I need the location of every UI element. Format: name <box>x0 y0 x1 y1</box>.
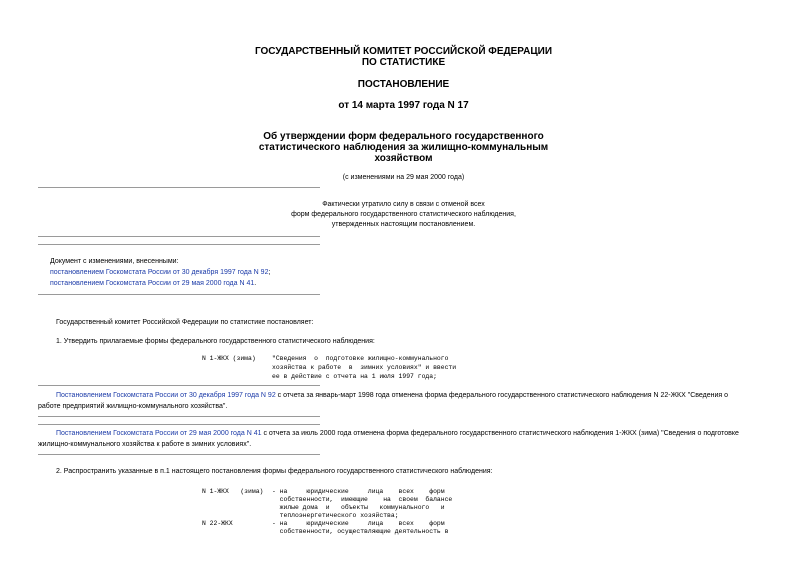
note-2-line2: жилищно-коммунального хозяйства к работе в зимних условиях". <box>38 441 252 448</box>
form-1-desc-line3: ее в действие с отчета на 1 июля 1997 года; <box>272 373 437 380</box>
divider <box>38 244 320 245</box>
form-2b-line2: собственности, осуществляющие деятельность в <box>272 528 449 535</box>
form-2a-line4: теплоэнергетического хозяйства; <box>272 512 399 519</box>
divider <box>38 416 320 417</box>
form-1-desc-line1: "Сведения о подготовке жилищно-коммунального <box>272 355 449 362</box>
divider <box>38 454 320 455</box>
note-2-link[interactable]: Постановлением Госкомстата России от 29 мая 2000 года N 41 <box>56 430 262 437</box>
form-2a-line3: жилые дома и объекты коммунального и <box>272 504 445 511</box>
document-title-line1: Об утверждении форм федерального государственного <box>263 131 544 142</box>
amendment-link-2[interactable]: постановлением Госкомстата России от 29 мая 2000 года N 41 <box>50 280 255 287</box>
divider <box>38 424 320 425</box>
divider <box>38 236 320 237</box>
document-title-line3: хозяйством <box>374 153 433 164</box>
preamble: Государственный комитет Российской Федерации по статистике постановляет: <box>56 319 314 326</box>
note-1-line2: работе предприятий жилищно-коммунального хозяйства". <box>38 403 228 410</box>
org-name-line2: ПО СТАТИСТИКЕ <box>361 57 446 68</box>
amendment-item-2: постановлением Госкомстата России от 29 мая 2000 года N 41. <box>50 280 257 287</box>
note-1: Постановлением Госкомстата России от 30 декабря 1997 года N 92 с отчета за январь-март 1998 года отменена форма федерального государственного статистического наблюдения N 22-ЖКХ "Сведения о <box>56 392 729 399</box>
document-type: ПОСТАНОВЛЕНИЕ <box>357 79 450 90</box>
form-2a-line2: собственности, имеющие на своем балансе <box>272 496 453 503</box>
divider <box>38 385 320 386</box>
form-2a-code: N 1-ЖКХ (зима) <box>202 488 264 495</box>
amendment-note: (с изменениями на 29 мая 2000 года) <box>342 174 465 181</box>
status-note-line2: форм федерального государственного статистического наблюдения, <box>291 211 516 218</box>
form-2b-code: N 22-ЖКХ <box>202 520 233 527</box>
form-2b-line1: - на юридические лица всех форм <box>272 520 445 527</box>
status-note-line1: Фактически утратило силу в связи с отменой всех <box>322 201 485 208</box>
amendment-link-1[interactable]: постановлением Госкомстата России от 30 декабря 1997 года N 92 <box>50 269 269 276</box>
status-note-line3: утвержденных настоящим постановлением. <box>331 221 476 228</box>
form-1-code: N 1-ЖКХ (зима) <box>202 355 256 362</box>
item-1: 1. Утвердить прилагаемые формы федерального государственного статистического наблюдения: <box>56 338 375 345</box>
form-2a-line1: - на юридические лица всех форм <box>272 488 445 495</box>
divider <box>38 187 320 188</box>
note-2: Постановлением Госкомстата России от 29 мая 2000 года N 41 с отчета за июль 2000 года отменена форма федерального государственного статистического наблюдения 1-ЖКХ (зима) "Сведения о подготовке <box>56 430 739 437</box>
form-1-desc-line2: хозяйства к работе в зимних условиях" и ввести <box>272 364 457 371</box>
divider <box>38 294 320 295</box>
document-title-line2: статистического наблюдения за жилищно-коммунальным <box>258 142 549 153</box>
amendments-intro: Документ с изменениями, внесенными: <box>50 258 179 265</box>
amendment-item-1: постановлением Госкомстата России от 30 декабря 1997 года N 92; <box>50 269 271 276</box>
note-1-link[interactable]: Постановлением Госкомстата России от 30 декабря 1997 года N 92 <box>56 392 276 399</box>
document-date-number: от 14 марта 1997 года N 17 <box>338 100 469 111</box>
org-name-line1: ГОСУДАРСТВЕННЫЙ КОМИТЕТ РОССИЙСКОЙ ФЕДЕРАЦИИ <box>254 46 553 57</box>
item-2: 2. Распространить указанные в п.1 настоящего постановления формы федерального государственного статистического наблюдения: <box>56 468 493 475</box>
